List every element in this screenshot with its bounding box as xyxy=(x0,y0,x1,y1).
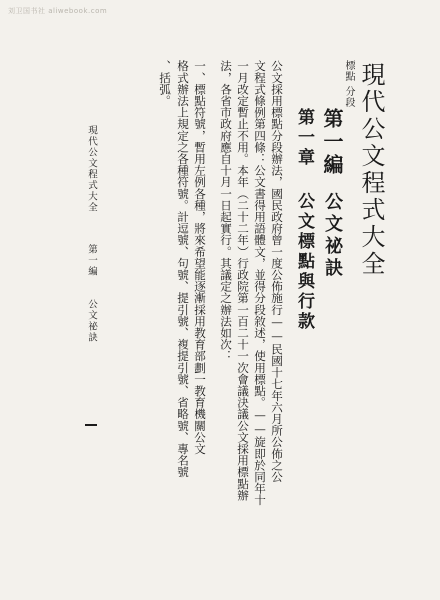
part-label: 第一編 xyxy=(320,108,344,177)
body-line-3: 一月改定暫止不用。本年（二十二年）行政院第一百二十一次會議決議公文採用標點辦 xyxy=(236,60,250,501)
chapter-title: 公文標點與行款 xyxy=(294,192,314,332)
page-number xyxy=(85,424,97,426)
title-prefix-top: 標點 xyxy=(343,60,354,82)
body-line-5: 一、標點符號，暫用左例各種，將來希望能逐漸採用教育部劃一教育機關公文 xyxy=(193,60,207,455)
part-title: 公文祕訣 xyxy=(322,192,343,280)
body-line-4: 法，各省市政府應自十月一日起實行。其議定之辦法如次： xyxy=(219,60,233,362)
body-line-2: 文程式條例第四條：公文書得用語體文，並得分段敘述，使用標點。——旋即於同年十 xyxy=(253,60,267,506)
body-line-6: 格式辦法上規定之各種符號。計逗號、句號、提引號、複提引號、省略號、專名號 xyxy=(176,60,190,478)
page-number-text xyxy=(85,418,86,419)
book-title: 現代公文程式大全 xyxy=(357,62,385,278)
footer-part: 第一編 xyxy=(86,243,97,277)
running-footer xyxy=(85,125,97,343)
title-prefix-bottom: 分段 xyxy=(343,86,354,108)
chapter-label: 第一章 xyxy=(294,108,314,168)
body-line-1: 公文採用標點分段辦法，國民政府曾一度公佈施行——民國十七年六月所公佈之公 xyxy=(270,60,284,483)
footer-section: 公文祕訣 xyxy=(86,299,97,343)
footer-book-title: 現代公文程式大全 xyxy=(86,125,97,213)
body-line-7: 、括弧。 xyxy=(158,60,172,107)
watermark: 刘卫国书社 aliwebook.com xyxy=(8,7,108,15)
